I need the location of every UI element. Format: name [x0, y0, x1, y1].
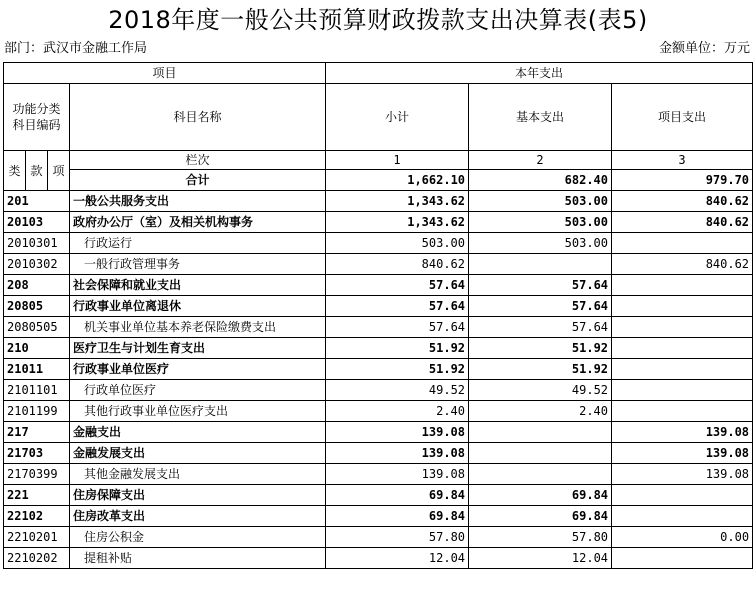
- unit-label: 金额单位：万元: [658, 41, 750, 56]
- row-basic: 69.84: [469, 485, 612, 506]
- row-subtotal: 69.84: [326, 485, 469, 506]
- row-subject-name: 金融支出: [70, 422, 326, 443]
- row-subject-name: 行政事业单位医疗: [70, 359, 326, 380]
- row-subtotal: 840.62: [326, 254, 469, 275]
- table-row: [4, 464, 753, 485]
- header-kuan: 款: [26, 151, 48, 191]
- expenditure-table: [3, 62, 753, 569]
- row-code: 2210201: [4, 527, 70, 548]
- header-row-main: [4, 84, 753, 151]
- table-row: [4, 401, 753, 422]
- row-subject-name: 政府办公厅（室）及相关机构事务: [70, 212, 326, 233]
- table-row: [4, 233, 753, 254]
- row-code: 21703: [4, 443, 70, 464]
- row-subject-name: 提租补贴: [70, 548, 326, 569]
- row-subtotal: 12.04: [326, 548, 469, 569]
- row-subject-name: 其他行政事业单位医疗支出: [70, 401, 326, 422]
- header-lei: 类: [4, 151, 26, 191]
- row-subject-name: 行政单位医疗: [70, 380, 326, 401]
- department-label: 部门：武汉市金融工作局: [4, 41, 148, 56]
- row-project: 0.00: [612, 527, 753, 548]
- row-basic: [469, 254, 612, 275]
- row-basic: 503.00: [469, 212, 612, 233]
- header-row-top: [4, 63, 753, 84]
- row-code: 210: [4, 338, 70, 359]
- row-subject-name: 社会保障和就业支出: [70, 275, 326, 296]
- table-row: [4, 443, 753, 464]
- row-project: [612, 275, 753, 296]
- row-project: [612, 317, 753, 338]
- row-code: 2010302: [4, 254, 70, 275]
- row-project: 840.62: [612, 254, 753, 275]
- row-basic: 51.92: [469, 338, 612, 359]
- row-basic: [469, 464, 612, 485]
- table-row: [4, 254, 753, 275]
- row-project: [612, 338, 753, 359]
- header-func-code: 功能分类科目编码: [4, 84, 70, 151]
- row-subtotal: 51.92: [326, 338, 469, 359]
- table-row: [4, 548, 753, 569]
- row-subject-name: 一般公共服务支出: [70, 191, 326, 212]
- report-title: 2018年度一般公共预算财政拨款支出决算表(表5): [108, 6, 648, 34]
- row-subject-name: 金融发展支出: [70, 443, 326, 464]
- row-basic: 503.00: [469, 191, 612, 212]
- header-item: 项目: [4, 63, 326, 84]
- row-project: [612, 296, 753, 317]
- row-subject-name: 行政运行: [70, 233, 326, 254]
- row-basic: 2.40: [469, 401, 612, 422]
- table-row: [4, 527, 753, 548]
- header-basic: 基本支出: [469, 84, 612, 151]
- header-row-index: [4, 151, 753, 170]
- row-code: 2080505: [4, 317, 70, 338]
- header-col3: 3: [612, 151, 753, 170]
- row-basic: [469, 422, 612, 443]
- row-basic: 57.64: [469, 275, 612, 296]
- table-row: [4, 296, 753, 317]
- row-code: 20103: [4, 212, 70, 233]
- row-code: 2210202: [4, 548, 70, 569]
- row-subject-name: 住房保障支出: [70, 485, 326, 506]
- table-row: [4, 191, 753, 212]
- row-code: 221: [4, 485, 70, 506]
- table-row: [4, 506, 753, 527]
- table-row: [4, 317, 753, 338]
- row-subject-name: 住房公积金: [70, 527, 326, 548]
- row-project: [612, 401, 753, 422]
- row-basic: 57.64: [469, 296, 612, 317]
- header-current-year: 本年支出: [326, 63, 753, 84]
- total-row: [4, 170, 753, 191]
- table-row: [4, 338, 753, 359]
- table-row: [4, 212, 753, 233]
- header-subject-name: 科目名称: [70, 84, 326, 151]
- row-subject-name: 其他金融发展支出: [70, 464, 326, 485]
- row-subtotal: 49.52: [326, 380, 469, 401]
- row-subtotal: 57.64: [326, 317, 469, 338]
- total-subtotal: 1,662.10: [326, 170, 469, 191]
- row-subtotal: 139.08: [326, 422, 469, 443]
- row-project: [612, 233, 753, 254]
- row-subtotal: 2.40: [326, 401, 469, 422]
- row-basic: [469, 443, 612, 464]
- row-code: 208: [4, 275, 70, 296]
- row-subject-name: 住房改革支出: [70, 506, 326, 527]
- row-subtotal: 139.08: [326, 443, 469, 464]
- row-project: [612, 548, 753, 569]
- row-subtotal: 503.00: [326, 233, 469, 254]
- row-project: [612, 506, 753, 527]
- row-project: [612, 485, 753, 506]
- row-subtotal: 69.84: [326, 506, 469, 527]
- header-column-index: 栏次: [70, 151, 326, 170]
- row-subtotal: 57.80: [326, 527, 469, 548]
- total-label: 合计: [70, 170, 326, 191]
- row-subtotal: 57.64: [326, 275, 469, 296]
- row-subject-name: 医疗卫生与计划生育支出: [70, 338, 326, 359]
- row-code: 2101101: [4, 380, 70, 401]
- total-project: 979.70: [612, 170, 753, 191]
- row-basic: 503.00: [469, 233, 612, 254]
- row-code: 2101199: [4, 401, 70, 422]
- table-row: [4, 380, 753, 401]
- row-basic: 69.84: [469, 506, 612, 527]
- row-subject-name: 行政事业单位离退休: [70, 296, 326, 317]
- row-code: 22102: [4, 506, 70, 527]
- table-row: [4, 275, 753, 296]
- header-subtotal: 小计: [326, 84, 469, 151]
- row-project: 139.08: [612, 464, 753, 485]
- row-project: 840.62: [612, 212, 753, 233]
- header-xiang: 项: [48, 151, 70, 191]
- row-code: 21011: [4, 359, 70, 380]
- row-code: 2170399: [4, 464, 70, 485]
- row-basic: 49.52: [469, 380, 612, 401]
- row-code: 20805: [4, 296, 70, 317]
- row-project: 840.62: [612, 191, 753, 212]
- row-subtotal: 51.92: [326, 359, 469, 380]
- header-project: 项目支出: [612, 84, 753, 151]
- row-subtotal: 1,343.62: [326, 212, 469, 233]
- row-basic: 12.04: [469, 548, 612, 569]
- row-basic: 57.64: [469, 317, 612, 338]
- row-project: [612, 380, 753, 401]
- table-row: [4, 422, 753, 443]
- table-row: [4, 359, 753, 380]
- row-subject-name: 机关事业单位基本养老保险缴费支出: [70, 317, 326, 338]
- row-project: 139.08: [612, 443, 753, 464]
- row-project: 139.08: [612, 422, 753, 443]
- row-subject-name: 一般行政管理事务: [70, 254, 326, 275]
- row-code: 201: [4, 191, 70, 212]
- row-subtotal: 1,343.62: [326, 191, 469, 212]
- row-code: 217: [4, 422, 70, 443]
- table-row: [4, 485, 753, 506]
- row-subtotal: 139.08: [326, 464, 469, 485]
- header-col1: 1: [326, 151, 469, 170]
- header-col2: 2: [469, 151, 612, 170]
- row-project: [612, 359, 753, 380]
- row-code: 2010301: [4, 233, 70, 254]
- row-basic: 57.80: [469, 527, 612, 548]
- total-basic: 682.40: [469, 170, 612, 191]
- row-basic: 51.92: [469, 359, 612, 380]
- row-subtotal: 57.64: [326, 296, 469, 317]
